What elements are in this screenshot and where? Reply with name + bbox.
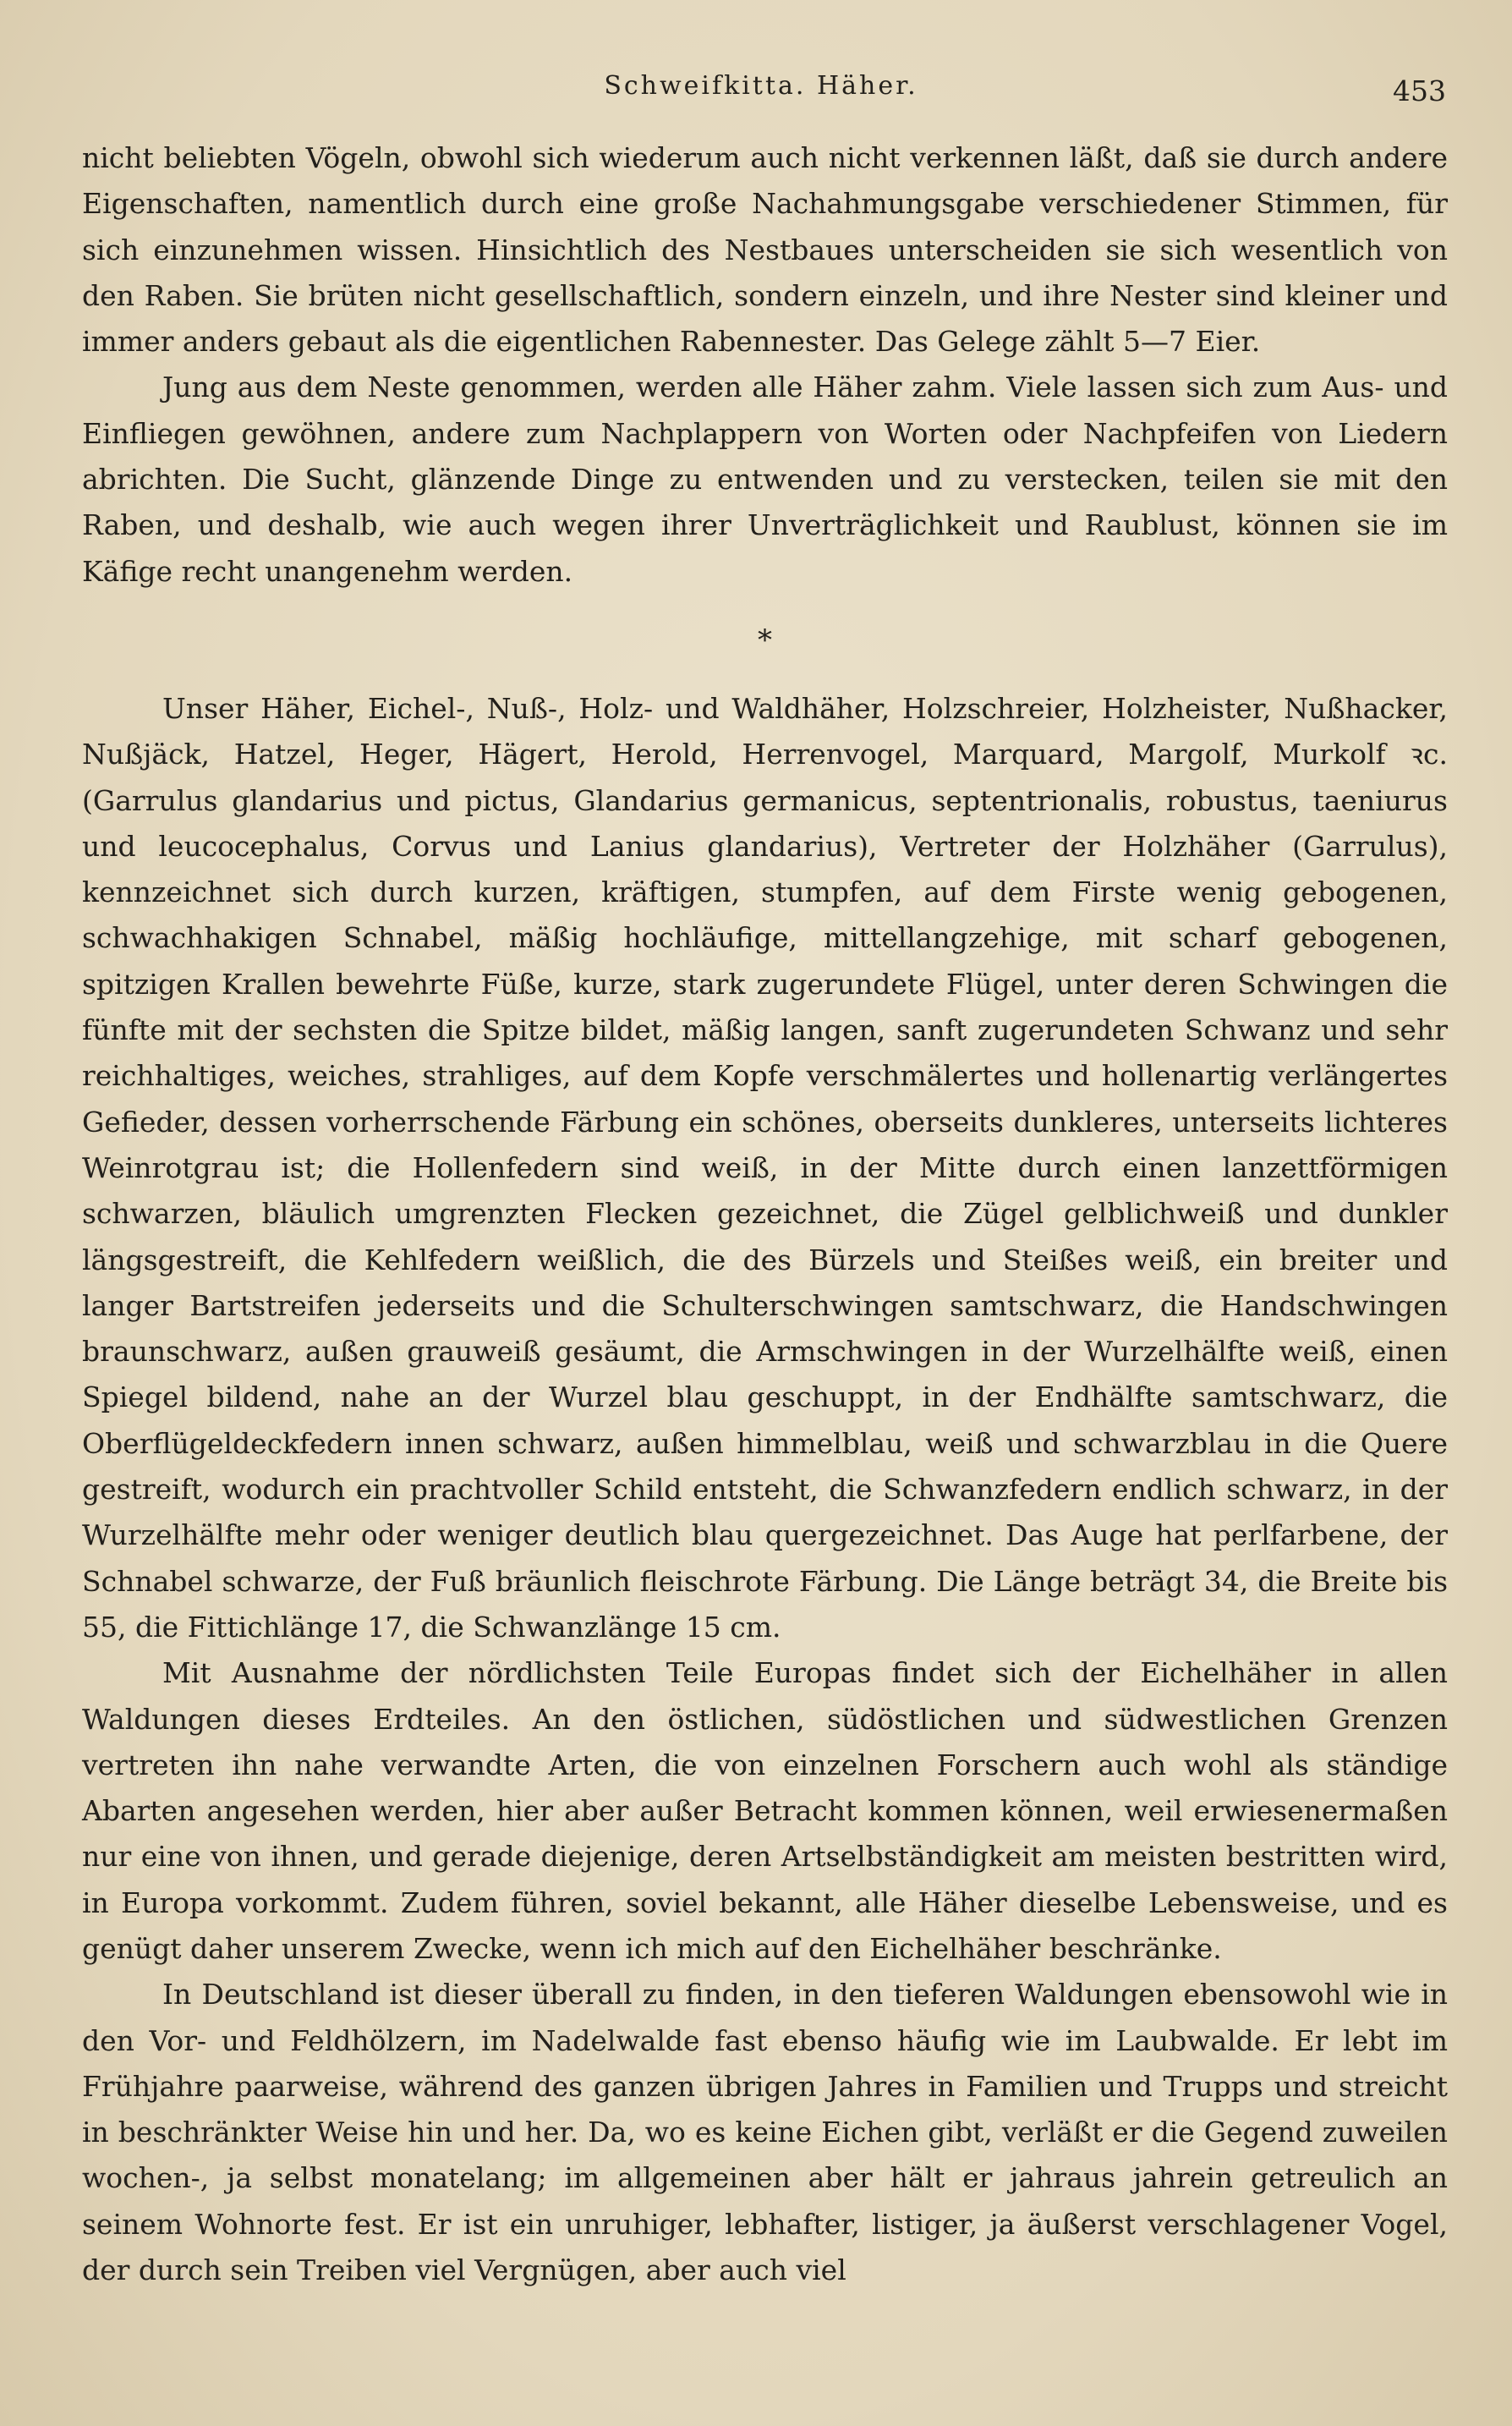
paragraph-4: Mit Ausnahme der nördlichsten Teile Europas findet sich der Eichelhäher in allen Waldungen dieses Erdteiles. An den östlichen, südöstlichen und südwestlichen Grenzen vertreten ihn nahe verwandte Arten, die von einzelnen Forschern auch wohl als ständige Abarten angesehen werden, hier aber außer Betracht kommen können, weil erwiesenermaßen nur eine von ihnen, und gerade diejenige, deren Artselbständigkeit am meisten bestritten wird, in Europa vorkommt. Zudem führen, soviel bekannt, alle Häher dieselbe Lebensweise, und es genügt daher unserem Zwecke, wenn ich mich auf den Eichelhäher beschränke. [82, 1656, 1448, 1965]
paragraph-2: Jung aus dem Neste genommen, werden alle Häher zahm. Viele lassen sich zum Aus- und Einfliegen gewöhnen, andere zum Nachplappern von Worten oder Nachpfeifen von Liedern abrichten. Die Sucht, glänzende Dinge zu entwenden und zu verstecken, teilen sie mit den Raben, und deshalb, wie auch wegen ihrer Unverträglichkeit und Raublust, können sie im Käfige recht unangenehm werden. [82, 370, 1448, 588]
paragraph-5: In Deutschland ist dieser überall zu finden, in den tieferen Waldungen ebensowohl wie in den Vor- und Feldhölzern, im Nadelwalde fast ebenso häufig wie im Laubwalde. Er lebt im Frühjahre paarweise, während des ganzen übrigen Jahres in Familien und Trupps und streicht in beschränkter Weise hin und her. Da, wo es keine Eichen gibt, verläßt er die Gegend zuweilen wochen-, ja selbst monatelang; im allgemeinen aber hält er jahraus jahrein getreulich an seinem Wohnorte fest. Er ist ein unruhiger, lebhafter, listiger, ja äußerst verschlagener Vogel, der durch sein Treiben viel Vergnügen, aber auch viel [82, 1978, 1448, 2287]
paragraph-1: nicht beliebten Vögeln, obwohl sich wiederum auch nicht verkennen läßt, daß sie durch andere Eigenschaften, namentlich durch eine große Nachahmungsgabe verschiedener Stimmen, für sich einzunehmen wissen. Hinsichtlich des Nestbaues unterscheiden sie sich wesentlich von den Raben. Sie brüten nicht gesellschaftlich, sondern einzeln, und ihre Nester sind kleiner und immer anders gebaut als die eigentlichen Rabennester. Das Gelege zählt 5—7 Eier. [82, 141, 1448, 359]
running-header [76, 68, 1446, 110]
paragraph-3: Unser Häher, Eichel-, Nuß-, Holz- und Waldhäher, Holzschreier, Holzheister, Nußhacker, Nußjäck, Hatzel, Heger, Hägert, Herold, Herrenvogel, Marquard, Margolf, Murkolf ꝛc. (Garrulus glandarius und pictus, Glandarius germanicus, septentrionalis, robustus, taeniurus und leucocephalus, Corvus und Lanius glandarius), Vertreter der Holzhäher (Garrulus), kennzeichnet sich durch kurzen, kräftigen, stumpfen, auf dem Firste wenig gebogenen, schwachhakigen Schnabel, mäßig hochläufige, mittellangzehige, mit scharf gebogenen, spitzigen Krallen bewehrte Füße, kurze, stark zugerundete Flügel, unter deren Schwingen die fünfte mit der sechsten die Spitze bildet, mäßig langen, sanft zugerundeten Schwanz und sehr reichhaltiges, weiches, strahliges, auf dem Kopfe verschmälertes und hollenartig verlängertes Gefieder, dessen vorherrschende Färbung ein schönes, oberseits dunkleres, unterseits lichteres Weinrotgrau ist; die Hollenfedern sind weiß, in der Mitte durch einen lanzettförmigen schwarzen, bläulich umgrenzten Flecken gezeichnet, die Zügel gelblichweiß und dunkler längsgestreift, die Kehlfedern weißlich, die des Bürzels und Steißes weiß, ein breiter und langer Bartstreifen jederseits und die Schulterschwingen samtschwarz, die Handschwingen braunschwarz, außen grauweiß gesäumt, die Armschwingen in der Wurzelhälfte weiß, einen Spiegel bildend, nahe an der Wurzel blau geschuppt, in der Endhälfte samtschwarz, die Oberflügeldeckfedern innen schwarz, außen himmelblau, weiß und schwarzblau in die Quere gestreift, wodurch ein prachtvoller Schild entsteht, die Schwanzfedern endlich schwarz, in der Wurzelhälfte mehr oder weniger deutlich blau quergezeichnet. Das Auge hat perlfarbene, der Schnabel schwarze, der Fuß bräunlich fleischrote Färbung. Die Länge beträgt 34, die Breite bis 55, die Fittichlänge 17, die Schwanzlänge 15 cm. [82, 691, 1448, 1644]
header-title: Schweifkitta. Häher. [604, 71, 918, 101]
body-text [82, 135, 1448, 2293]
page-number: 453 [1393, 74, 1446, 107]
section-separator: * [758, 623, 772, 657]
